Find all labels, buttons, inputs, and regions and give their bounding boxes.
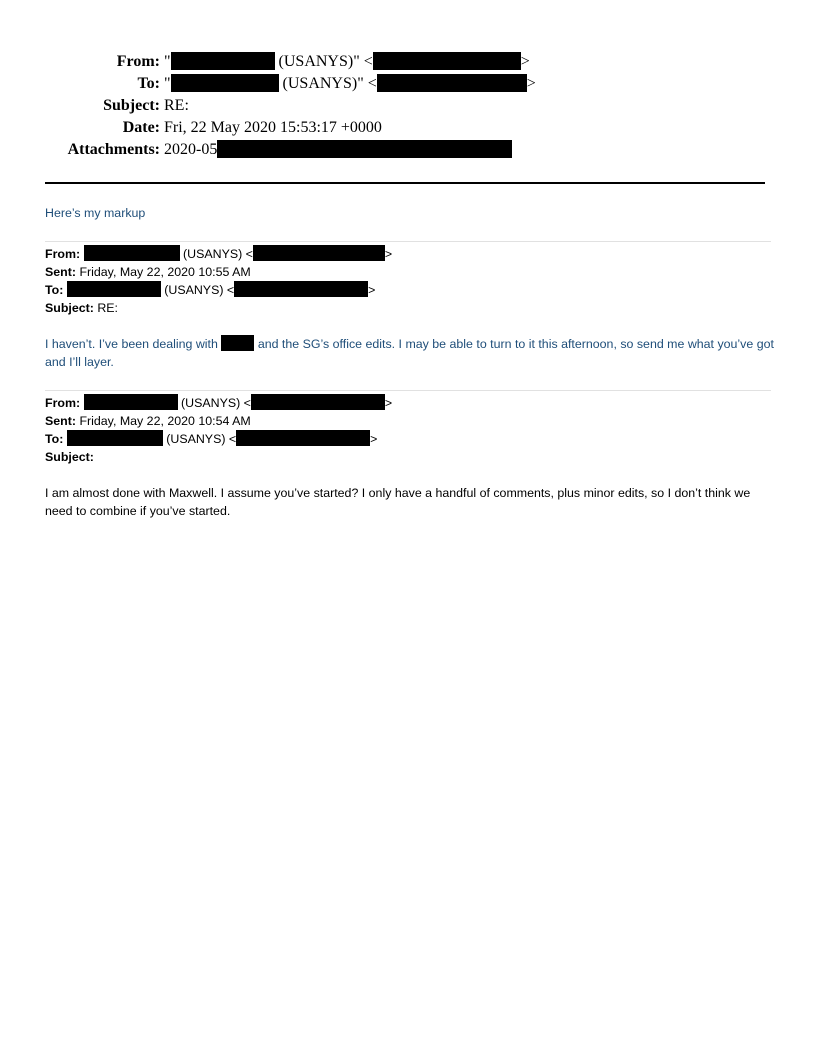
redaction-block [84, 245, 180, 261]
redaction-block [67, 430, 163, 446]
to-label: To: [137, 75, 160, 92]
msg2-subject-label: Subject: [45, 301, 94, 315]
attachment-name: 2020-05 [164, 141, 218, 158]
message-separator [45, 241, 771, 242]
to-close: > [526, 75, 536, 92]
date-label: Date: [122, 119, 160, 136]
message-separator [45, 390, 771, 391]
redaction-block [251, 394, 385, 410]
date-value: Fri, 22 May 2020 15:53:17 +0000 [164, 119, 382, 136]
quoted-message-body [45, 335, 775, 371]
quoted-message-header [45, 245, 775, 317]
redaction-block [373, 52, 521, 70]
to-org: (USANYS)" < [282, 75, 377, 92]
redaction-block [377, 74, 527, 92]
msg2-to-close: > [368, 283, 376, 297]
from-org: (USANYS)" < [278, 53, 373, 70]
reply-body [45, 204, 775, 222]
original-message-body [45, 484, 775, 520]
to-value [164, 73, 536, 95]
redaction-block [234, 281, 368, 297]
msg3-body: I am almost done with Maxwell. I assume you’ve started? I only have a handful of comments, plus minor edits, so I don’t think we need to combine if you’ve started. [45, 486, 751, 518]
redaction-block [253, 245, 385, 261]
email-header [0, 51, 816, 161]
header-date-row [0, 117, 816, 139]
msg2-to-row [45, 281, 775, 299]
msg3-to-close: > [370, 432, 378, 446]
from-label: From: [116, 53, 160, 70]
msg3-to-label: To: [45, 432, 64, 446]
to-quote: " [164, 75, 171, 92]
msg2-body-part2: and the SG’s office edits. I may be able to turn to it this afternoon, so send me what you’ve got and I’ll layer. [45, 337, 774, 369]
header-divider [45, 182, 765, 184]
msg2-from-row [45, 245, 775, 263]
msg3-sent-label: Sent: [45, 414, 76, 428]
quoted-message-header [45, 394, 775, 466]
redaction-block [67, 281, 161, 297]
from-close: > [520, 53, 530, 70]
redaction-block [221, 335, 254, 351]
redaction-block [84, 394, 178, 410]
msg2-body-part1: I haven’t. I’ve been dealing with [45, 337, 218, 351]
attachments-value [164, 139, 512, 161]
msg2-from-org: (USANYS) < [183, 247, 253, 261]
msg2-sent-row [45, 263, 775, 281]
msg3-subject-label: Subject: [45, 450, 94, 464]
reply-text: Here’s my markup [45, 206, 146, 220]
msg3-sent-value: Friday, May 22, 2020 10:54 AM [79, 414, 251, 428]
msg3-sent-row [45, 412, 775, 430]
msg3-to-row [45, 430, 775, 448]
msg3-subject-row [45, 448, 775, 466]
subject-label: Subject: [103, 97, 160, 114]
msg3-from-close: > [384, 396, 393, 410]
msg3-from-org: (USANYS) < [181, 396, 251, 410]
msg2-sent-label: Sent: [45, 265, 76, 279]
header-to-row [0, 73, 816, 95]
msg2-to-label: To: [45, 283, 64, 297]
msg2-subject-row [45, 299, 775, 317]
redaction-block [217, 140, 512, 158]
attachments-label: Attachments: [67, 141, 160, 158]
header-subject-row [0, 95, 816, 117]
msg2-to-org: (USANYS) < [164, 283, 235, 297]
msg3-to-org: (USANYS) < [166, 432, 237, 446]
msg3-from-label: From: [45, 396, 81, 410]
redaction-block [171, 74, 279, 92]
from-quote: " [164, 53, 171, 70]
msg2-from-close: > [384, 247, 393, 261]
header-from-row [0, 51, 816, 73]
from-value [164, 51, 530, 73]
redaction-block [171, 52, 275, 70]
redaction-block [236, 430, 370, 446]
msg2-from-label: From: [45, 247, 81, 261]
msg2-sent-value: Friday, May 22, 2020 10:55 AM [79, 265, 251, 279]
subject-value: RE: [164, 97, 189, 114]
msg3-from-row [45, 394, 775, 412]
header-attachments-row [0, 139, 816, 161]
msg2-subject-value: RE: [97, 301, 118, 315]
